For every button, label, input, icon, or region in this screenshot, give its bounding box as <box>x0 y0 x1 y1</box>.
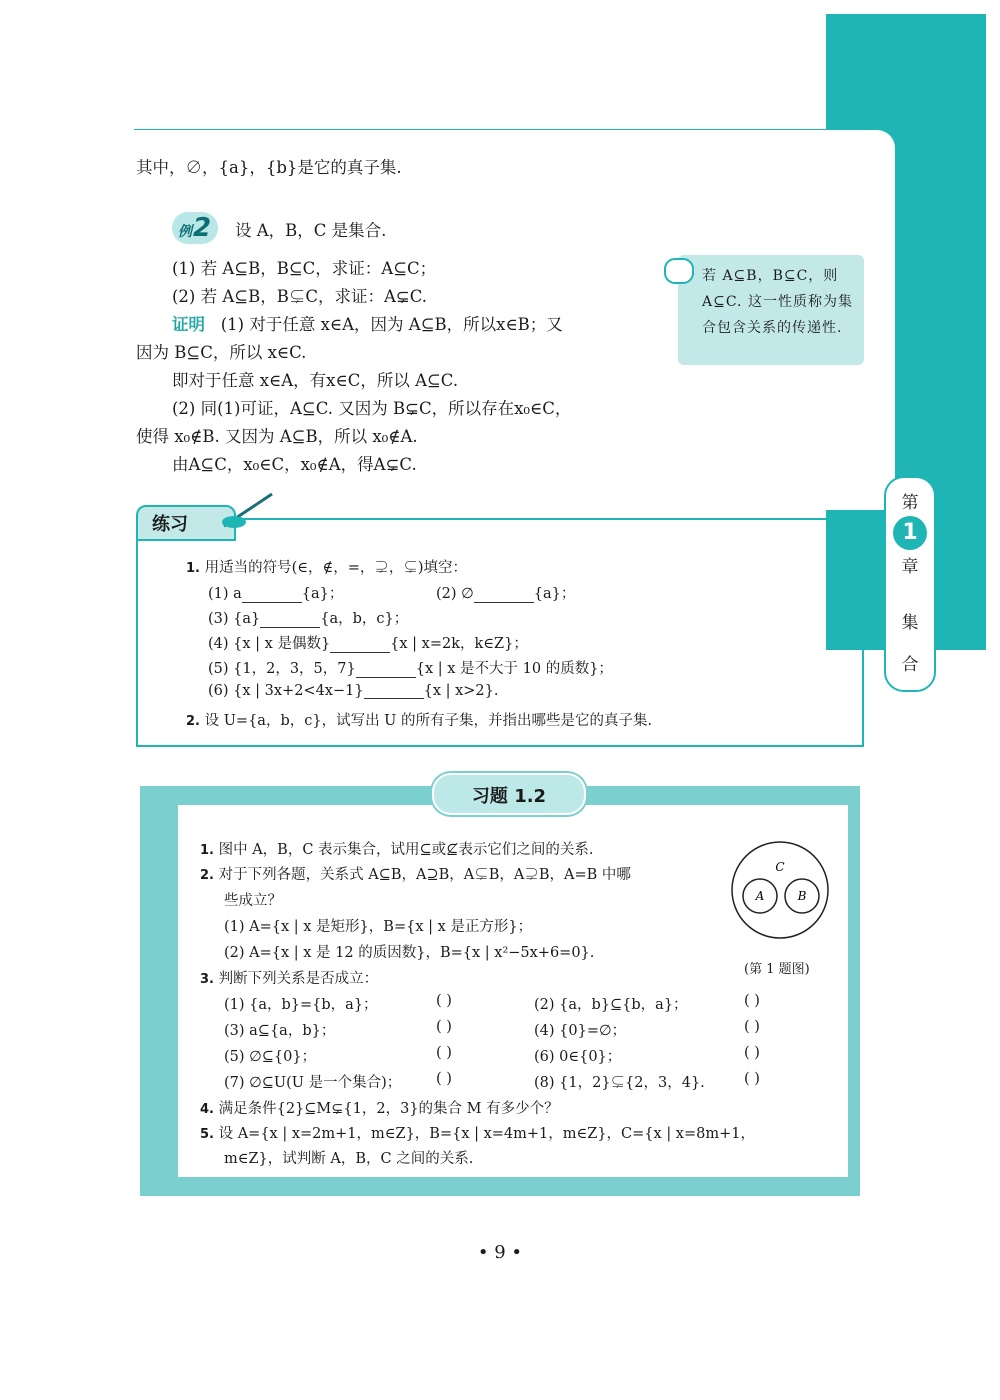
item-right: {x | x>2}. <box>423 683 499 699</box>
venn-label-b: B <box>797 889 807 903</box>
intro-line: 其中，∅，{a}，{b}是它的真子集. <box>136 158 402 177</box>
proof-line-5: 使得 x₀∉B. 又因为 A⊆B，所以 x₀∉A. <box>136 427 418 446</box>
exercise-q5 <box>200 1122 755 1143</box>
practice-q2-text: 设 U={a，b，c}，试写出 U 的所有子集，并指出哪些是它的真子集. <box>204 713 653 729</box>
proof-text-1: (1) 对于任意 x∈A，因为 A⊆B，所以x∈B；又 <box>220 315 563 334</box>
judge-1-paren[interactable]: ( ) <box>436 993 452 1009</box>
judge-6-paren[interactable]: ( ) <box>744 1045 760 1061</box>
judge-8-paren[interactable]: ( ) <box>744 1071 760 1087</box>
proof-line-3: 即对于任意 x∈A，有x∈C，所以 A⊆C. <box>172 371 459 390</box>
exercise-q2-number: 2. <box>200 868 214 883</box>
item-left: (2) ∅ <box>436 586 474 602</box>
pen-icon <box>216 492 276 532</box>
practice-item-3 <box>208 607 408 628</box>
exercise-title: 习题 1.2 <box>471 786 547 807</box>
proof-line-1 <box>172 311 563 335</box>
exercise-q5-number: 5. <box>200 1127 214 1142</box>
practice-item-2 <box>436 582 575 603</box>
exercise-q2-text: 对于下列各题，关系式 A⊆B，A⊇B，A⊊B，A⊋B，A=B 中哪 <box>218 867 631 883</box>
chapter-tab-top: 第 <box>901 493 919 513</box>
venn-label-a: A <box>755 889 765 903</box>
judge-3-left: (3) a⊆{a，b}； <box>224 1023 336 1039</box>
exercise-q2-1: (1) A={x | x 是矩形}，B={x | x 是正方形}； <box>224 919 533 935</box>
page-number: • 9 • <box>477 1242 523 1263</box>
practice-q1-text: 用适当的符号(∈，∉，=，⊋，⊊)填空： <box>204 560 468 576</box>
practice-title: 练习 <box>152 514 188 535</box>
item-left: (6) {x | 3x+2<4x−1} <box>208 683 364 699</box>
proof-line-6: 由A⊆C，x₀∈C，x₀∉A，得A⊊C. <box>172 455 417 474</box>
judge-7-left: (7) ∅⊆U(U 是一个集合)； <box>224 1075 402 1091</box>
item-left: (3) {a} <box>208 611 261 627</box>
practice-q1-number: 1. <box>186 561 200 576</box>
answer-blank[interactable] <box>364 684 424 699</box>
item-right: {a，b，c}； <box>320 611 409 627</box>
practice-item-4 <box>208 632 528 653</box>
venn-label-c: C <box>775 860 785 874</box>
example-badge <box>172 212 218 244</box>
answer-blank[interactable] <box>356 663 416 678</box>
practice-q1 <box>186 556 467 577</box>
exercise-q1-number: 1. <box>200 843 214 858</box>
exercise-q2-2: (2) A={x | x 是 12 的质因数}，B={x | x²−5x+6=0}. <box>224 945 595 961</box>
item-right: {a}； <box>301 586 344 602</box>
judge-4-paren[interactable]: ( ) <box>744 1019 760 1035</box>
example-part1: (1) 若 A⊆B，B⊆C，求证：A⊆C； <box>172 259 437 278</box>
item-left: (1) a <box>208 586 242 602</box>
judge-6-left: (6) 0∈{0}； <box>534 1049 622 1065</box>
judge-2-paren[interactable]: ( ) <box>744 993 760 1009</box>
proof-line-4: (2) 同(1)可证，A⊆C. 又因为 B⊊C，所以存在x₀∈C， <box>172 399 572 418</box>
exercise-title-badge <box>432 773 586 815</box>
judge-3-paren[interactable]: ( ) <box>436 1019 452 1035</box>
practice-item-6 <box>208 683 499 699</box>
answer-blank[interactable] <box>330 638 390 653</box>
exercise-q3-text: 判断下列关系是否成立： <box>218 971 379 987</box>
answer-blank[interactable] <box>474 588 534 603</box>
exercise-q3 <box>200 967 378 988</box>
exercise-q4 <box>200 1097 559 1118</box>
exercise-q4-number: 4. <box>200 1102 214 1117</box>
practice-q2-number: 2. <box>186 714 200 729</box>
item-right: {x | x 是不大于 10 的质数}； <box>415 661 613 677</box>
item-left: (5) {1，2，3，5，7} <box>208 661 356 677</box>
exercise-q2-cont: 些成立？ <box>224 893 282 909</box>
chapter-tab-mid: 章 <box>901 557 919 577</box>
example-statement: 设 A，B，C 是集合. <box>235 221 387 240</box>
exercise-q4-text: 满足条件{2}⊆M⊊{1，2，3}的集合 M 有多少个？ <box>218 1101 559 1117</box>
answer-blank[interactable] <box>260 613 320 628</box>
judge-7-paren[interactable]: ( ) <box>436 1071 452 1087</box>
chapter-tab-word2: 合 <box>901 655 919 675</box>
judge-8-left: (8) {1，2}⊊{2，3，4}. <box>534 1075 705 1091</box>
chapter-tab-word1: 集 <box>901 613 919 633</box>
exercise-q1-text: 图中 A，B，C 表示集合，试用⊆或⊈表示它们之间的关系. <box>218 842 594 858</box>
exercise-q1 <box>200 838 593 859</box>
answer-blank[interactable] <box>242 588 302 603</box>
practice-item-5 <box>208 657 613 678</box>
margin-note-icon <box>664 258 694 284</box>
exercise-q5-cont: m∈Z}，试判断 A，B，C 之间的关系. <box>224 1151 474 1167</box>
exercise-q3-number: 3. <box>200 972 214 987</box>
venn-diagram <box>728 838 832 942</box>
practice-q2 <box>186 709 652 730</box>
judge-1-left: (1) {a，b}={b，a}； <box>224 997 378 1013</box>
chapter-number-badge: 1 <box>893 516 927 550</box>
proof-line-2: 因为 B⊆C，所以 x∈C. <box>136 343 307 362</box>
side-note <box>678 255 864 365</box>
side-note-text: 若 A⊆B，B⊆C，则 A⊆C. 这一性质称为集合包含关系的传递性. <box>702 268 853 336</box>
example-badge-number: 2 <box>193 213 212 243</box>
judge-2-left: (2) {a，b}⊆{b，a}； <box>534 997 688 1013</box>
proof-label: 证明 <box>172 315 205 334</box>
exercise-q5-text: 设 A={x | x=2m+1，m∈Z}，B={x | x=4m+1，m∈Z}，C={x | x=8m+1， <box>218 1126 755 1142</box>
judge-5-left: (5) ∅⊆{0}； <box>224 1049 317 1065</box>
chapter-tab <box>884 476 936 692</box>
judge-5-paren[interactable]: ( ) <box>436 1045 452 1061</box>
item-left: (4) {x | x 是偶数} <box>208 636 331 652</box>
judge-4-left: (4) {0}=∅； <box>534 1023 627 1039</box>
figure-caption: (第 1 题图) <box>744 962 810 977</box>
item-right: {x | x=2k，k∈Z}； <box>390 636 528 652</box>
practice-item-1 <box>208 582 343 603</box>
example-badge-label: 例 <box>178 224 192 240</box>
item-right: {a}； <box>533 586 576 602</box>
exercise-q2 <box>200 863 631 884</box>
example-part2: (2) 若 A⊆B，B⊊C，求证：A⊊C. <box>172 287 428 306</box>
